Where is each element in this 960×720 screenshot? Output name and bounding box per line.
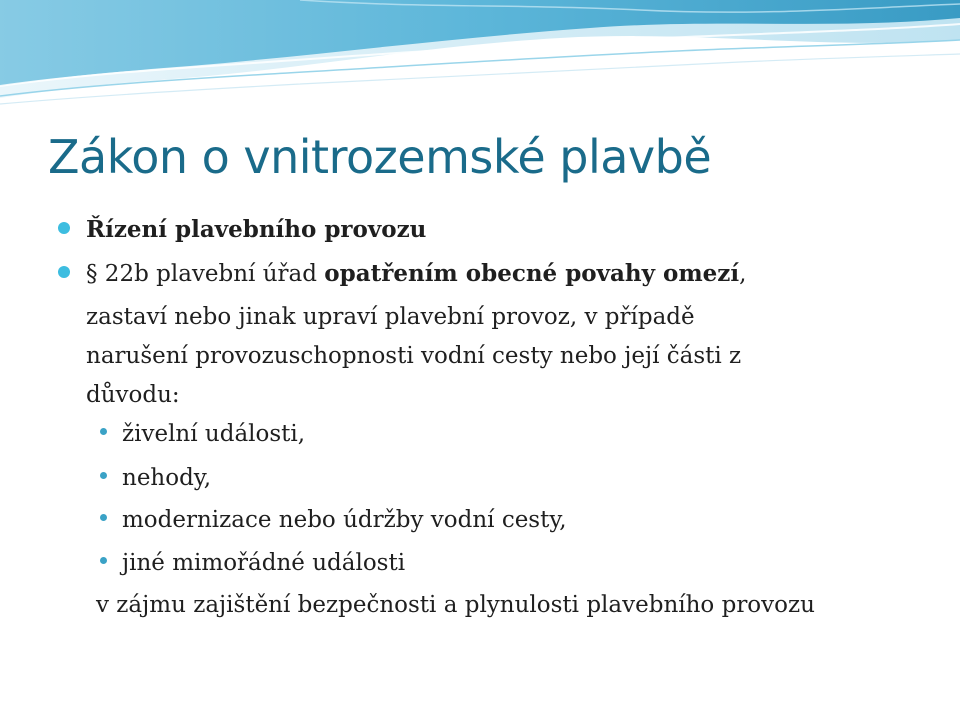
sub-bullet-dot-icon (100, 472, 107, 479)
sub-bullet-dot-icon (100, 557, 107, 564)
closing-line: v zájmu zajištění bezpečnosti a plynulosti plavebního provozu (96, 592, 815, 618)
bullet-dot-icon (58, 222, 70, 234)
sub-item: živelní události, (122, 421, 306, 447)
paragraph-line-1 (86, 258, 746, 290)
paragraph-line-3: narušení provozuschopnosti vodní cesty nebo její části z (86, 343, 742, 369)
bullet-heading-text: Řízení plavebního provozu (86, 216, 427, 243)
paragraph-line-2: zastaví nebo jinak upraví plavební provoz, v případě (86, 304, 695, 330)
sub-item: nehody, (122, 465, 212, 491)
bullet-heading (86, 214, 426, 246)
sub-bullet-dot-icon (100, 428, 107, 435)
paragraph-line-4: důvodu: (86, 382, 180, 408)
paragraph-text: § 22b plavební úřad (86, 261, 325, 287)
sub-bullet-dot-icon (100, 514, 107, 521)
paragraph-bold-text: opatřením obecné povahy omezí (324, 260, 740, 287)
slide-title: Zákon o vnitrozemské plavbě (48, 130, 712, 184)
paragraph-text: , (739, 261, 747, 287)
bullet-dot-icon (58, 266, 70, 278)
header-wave-decoration (0, 0, 960, 120)
sub-item: modernizace nebo údržby vodní cesty, (122, 507, 567, 533)
sub-item: jiné mimořádné události (122, 550, 406, 576)
